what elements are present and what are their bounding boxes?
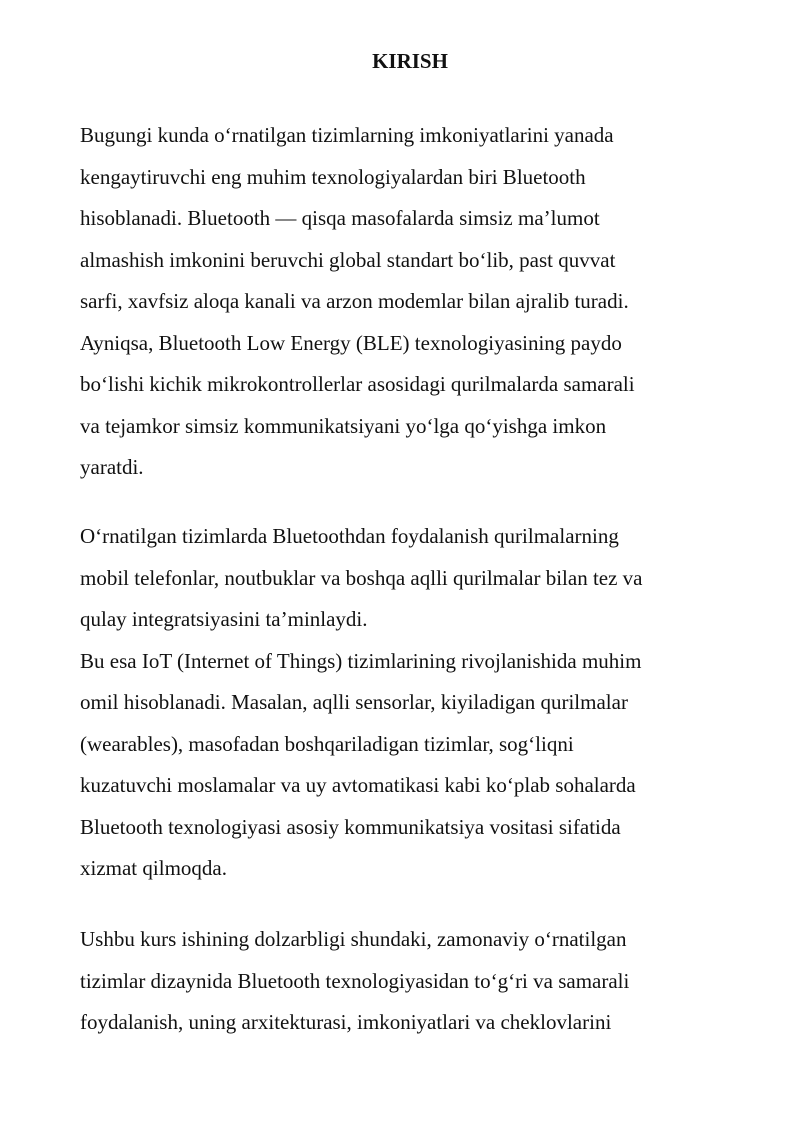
text-line: va tejamkor simsiz kommunikatsiyani yoʻlga qoʻyishga imkon [80,413,607,438]
text-line: Bu esa IoT (Internet of Things) tizimlarining rivojlanishida muhim [80,648,642,673]
text-line: Oʻrnatilgan tizimlarda Bluetoothdan foydalanish qurilmalarning [80,524,619,548]
text-line: (wearables), masofadan boshqariladigan tizimlar, sogʻliqni [80,731,574,756]
text-line: yaratdi. [80,455,144,479]
text-line: Bluetooth texnologiyasi asosiy kommunikatsiya vositasi sifatida [80,814,621,839]
text-line: boʻlishi kichik mikrokontrollerlar asosidagi qurilmalarda samarali [80,372,635,396]
text-line: Ayniqsa, Bluetooth Low Energy (BLE) texnologiyasining paydo [80,330,622,355]
text-line: sarfi, xavfsiz aloqa kanali va arzon modemlar bilan ajralib turadi. [80,289,629,313]
text-line: kengaytiruvchi eng muhim texnologiyalardan biri Bluetooth [80,164,586,189]
text-line: foydalanish, uning arxitekturasi, imkoniyatlari va cheklovlarini [80,1010,612,1034]
text-line: tizimlar dizaynida Bluetooth texnologiyasidan toʻgʻri va samarali [80,968,630,993]
paragraph-intro [80,115,740,489]
page-title: KIRISH [372,49,448,73]
text-line: omil hisoblanadi. Masalan, aqlli sensorlar, kiyiladigan qurilmalar [80,690,628,714]
text-line: Bugungi kunda oʻrnatilgan tizimlarning imkoniyatlarini yanada [80,123,614,147]
text-line: hisoblanadi. Bluetooth — qisqa masofalarda simsiz maʼlumot [80,206,600,230]
text-line: kuzatuvchi moslamalar va uy avtomatikasi kabi koʻplab sohalarda [80,773,636,797]
text-line: xizmat qilmoqda. [80,856,227,880]
text-line: qulay integratsiyasini taʼminlaydi. [80,607,368,631]
text-line: almashish imkonini beruvchi global standart boʻlib, past quvvat [80,247,616,272]
text-line: mobil telefonlar, noutbuklar va boshqa aqlli qurilmalar bilan tez va [80,565,643,590]
paragraph-relevance [80,919,740,1044]
paragraph-integration [80,516,740,890]
text-line: Ushbu kurs ishining dolzarbligi shundaki, zamonaviy oʻrnatilgan [80,927,627,951]
